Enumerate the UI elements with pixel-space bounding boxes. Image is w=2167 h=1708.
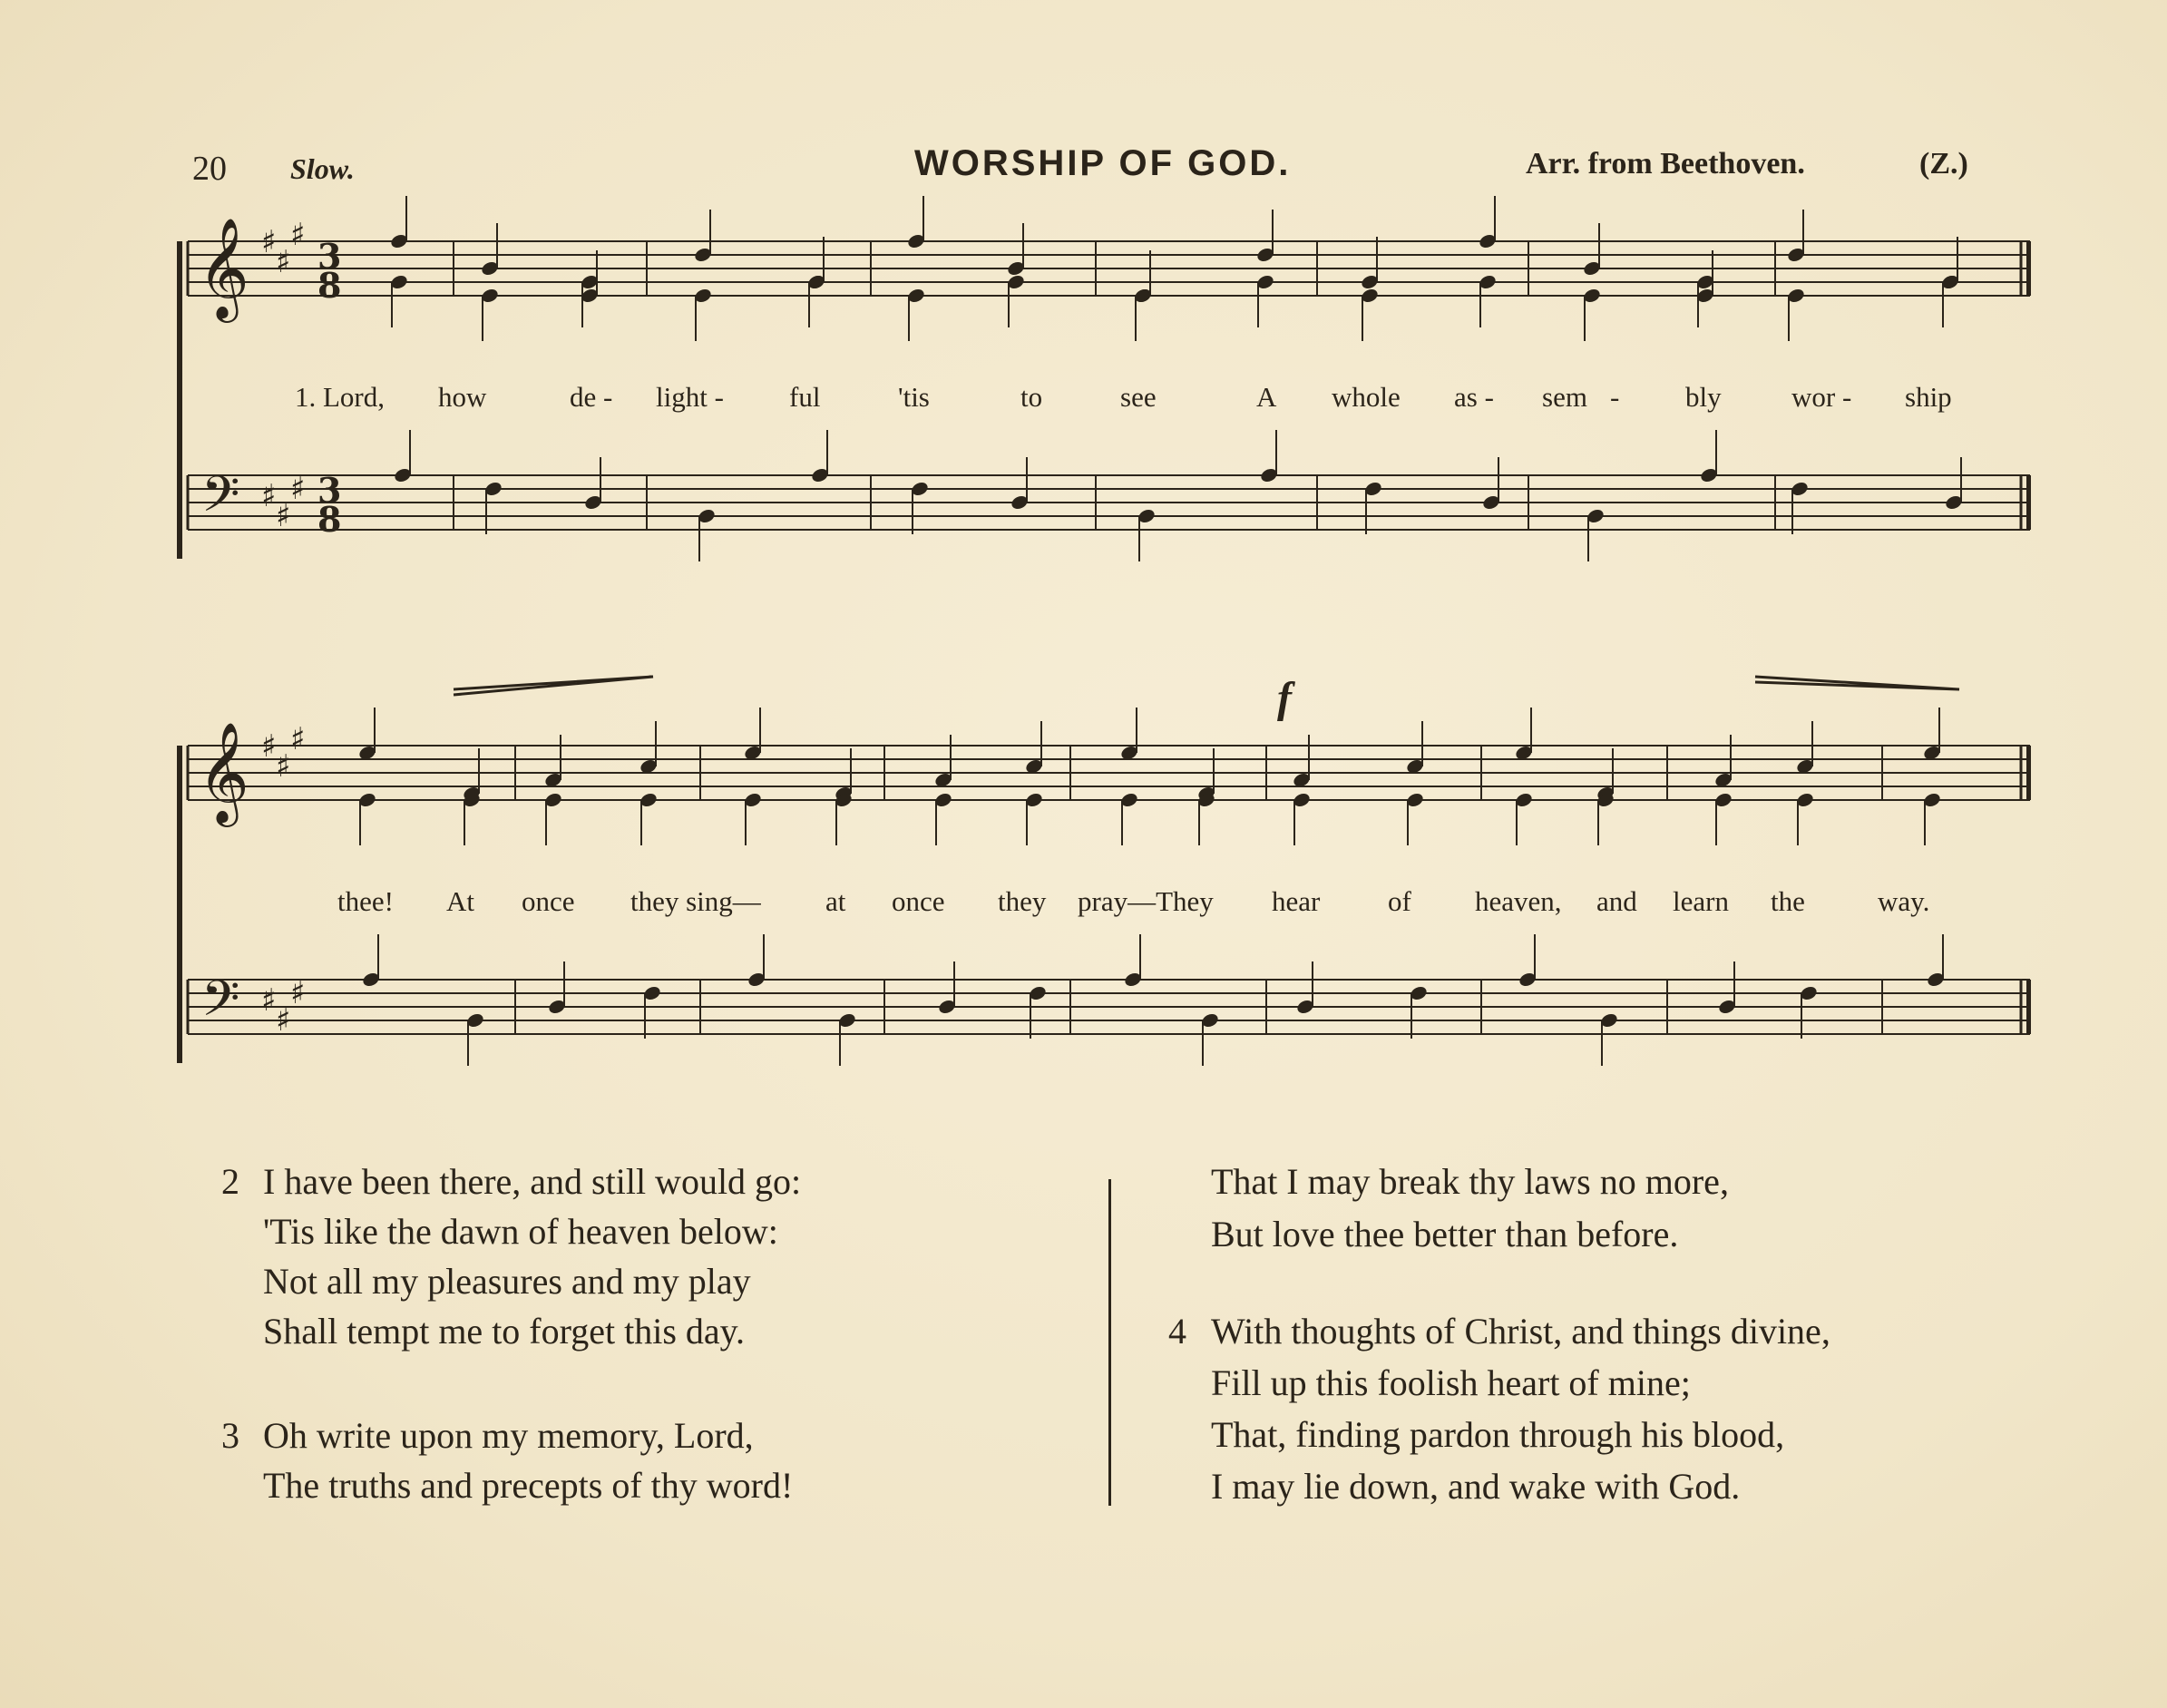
- stanza-line: I may lie down, and wake with God.: [1211, 1466, 1741, 1507]
- time-signature-bottom: 8: [317, 499, 342, 540]
- sharp-sign: ♯: [261, 728, 277, 765]
- lyrics-line-2: [0, 885, 2167, 922]
- lyric-syllable: see: [1120, 381, 1157, 413]
- meter-code: (Z.): [1919, 147, 1968, 181]
- lyric-syllable: 1. Lord,: [295, 381, 386, 413]
- bass-clef: 𝄢: [201, 465, 240, 535]
- lyric-syllable: at: [825, 885, 846, 917]
- lyric-syllable: hear: [1272, 885, 1321, 917]
- lyric-syllable: wor -: [1791, 381, 1852, 413]
- lyric-syllable: they sing—: [630, 885, 761, 917]
- stanza-line: I have been there, and still would go:: [263, 1161, 802, 1202]
- lyric-syllable: A: [1256, 381, 1277, 413]
- page-number: 20: [192, 150, 227, 188]
- stanza-line: 'Tis like the dawn of heaven below:: [263, 1211, 778, 1252]
- stanza-line: Fill up this foolish heart of mine;: [1211, 1362, 1691, 1403]
- stanza-line: With thoughts of Christ, and things divine,: [1211, 1311, 1830, 1352]
- barline: [2026, 241, 2031, 296]
- lyric-syllable: the: [1771, 885, 1805, 917]
- sharp-sign: ♯: [276, 748, 291, 785]
- stanza-number: 4: [1168, 1311, 1186, 1352]
- lyric-syllable: At: [446, 885, 474, 917]
- sharp-sign: ♯: [290, 217, 306, 253]
- stanza-number: 3: [221, 1415, 239, 1456]
- lyric-syllable: sem: [1542, 381, 1587, 413]
- barline: [2026, 475, 2031, 530]
- lyric-syllable: ful: [789, 381, 821, 413]
- dynamic-forte: f: [1277, 674, 1292, 722]
- sharp-sign: ♯: [290, 471, 306, 507]
- lyric-syllable: ship: [1905, 381, 1952, 413]
- sharp-sign: ♯: [290, 975, 306, 1011]
- stanza-line: Not all my pleasures and my play: [263, 1261, 751, 1302]
- stanza-line: But love thee better than before.: [1211, 1214, 1679, 1254]
- lyric-syllable: once: [522, 885, 575, 917]
- lyric-syllable: thee!: [337, 885, 394, 917]
- treble-clef: 𝄞: [198, 217, 249, 318]
- lyric-syllable: how: [438, 381, 487, 413]
- barline: [2026, 980, 2031, 1034]
- lyric-syllable: heaven,: [1475, 885, 1562, 917]
- lyric-syllable: once: [892, 885, 945, 917]
- barline: [2026, 746, 2031, 800]
- lyric-syllable: light -: [656, 381, 724, 413]
- lyric-syllable: and: [1596, 885, 1637, 917]
- column-divider: [1108, 1179, 1111, 1506]
- lyric-syllable: learn: [1673, 885, 1729, 917]
- hymn-title: WORSHIP OF GOD.: [914, 143, 1292, 183]
- lyric-syllable: as -: [1454, 381, 1494, 413]
- lyric-syllable: pray—They: [1078, 885, 1214, 917]
- sharp-sign: ♯: [261, 982, 277, 1019]
- lyric-syllable: 'tis: [898, 381, 930, 413]
- bass-clef: 𝄢: [201, 970, 240, 1039]
- crescendo-hairpin: [454, 677, 653, 695]
- stanza-line: Oh write upon my memory, Lord,: [263, 1415, 754, 1456]
- lyric-syllable: de -: [570, 381, 613, 413]
- stanza-number: 2: [221, 1161, 239, 1202]
- lyric-syllable: bly: [1685, 381, 1722, 413]
- sharp-sign: ♯: [261, 224, 277, 260]
- decrescendo-hairpin: [1755, 677, 1959, 689]
- stanza-line: That, finding pardon through his blood,: [1211, 1414, 1785, 1455]
- lyrics-line-1: [0, 381, 2167, 417]
- time-signature-top: 3: [317, 236, 342, 277]
- stanza-line: That I may break thy laws no more,: [1211, 1161, 1729, 1202]
- stanza-line: The truths and precepts of thy word!: [263, 1465, 794, 1506]
- time-signature-bottom: 8: [317, 265, 342, 306]
- sharp-sign: ♯: [261, 478, 277, 514]
- stanza-text: [0, 1157, 2167, 1537]
- sharp-sign: ♯: [290, 721, 306, 757]
- sharp-sign: ♯: [276, 244, 291, 280]
- lyric-syllable: way.: [1878, 885, 1930, 917]
- stanza-line: Shall tempt me to forget this day.: [263, 1311, 746, 1352]
- lyric-syllable: they: [998, 885, 1047, 917]
- lyric-syllable: whole: [1332, 381, 1401, 413]
- lyric-syllable: of: [1388, 885, 1411, 917]
- arranger-credit: Arr. from Beethoven.: [1526, 147, 1805, 181]
- sharp-sign: ♯: [276, 1002, 291, 1039]
- lyric-syllable: -: [1610, 381, 1620, 413]
- time-signature-top: 3: [317, 470, 342, 511]
- sharp-sign: ♯: [276, 498, 291, 534]
- lyric-syllable: to: [1020, 381, 1043, 413]
- tempo-marking: Slow.: [290, 152, 355, 185]
- treble-clef: 𝄞: [198, 721, 249, 823]
